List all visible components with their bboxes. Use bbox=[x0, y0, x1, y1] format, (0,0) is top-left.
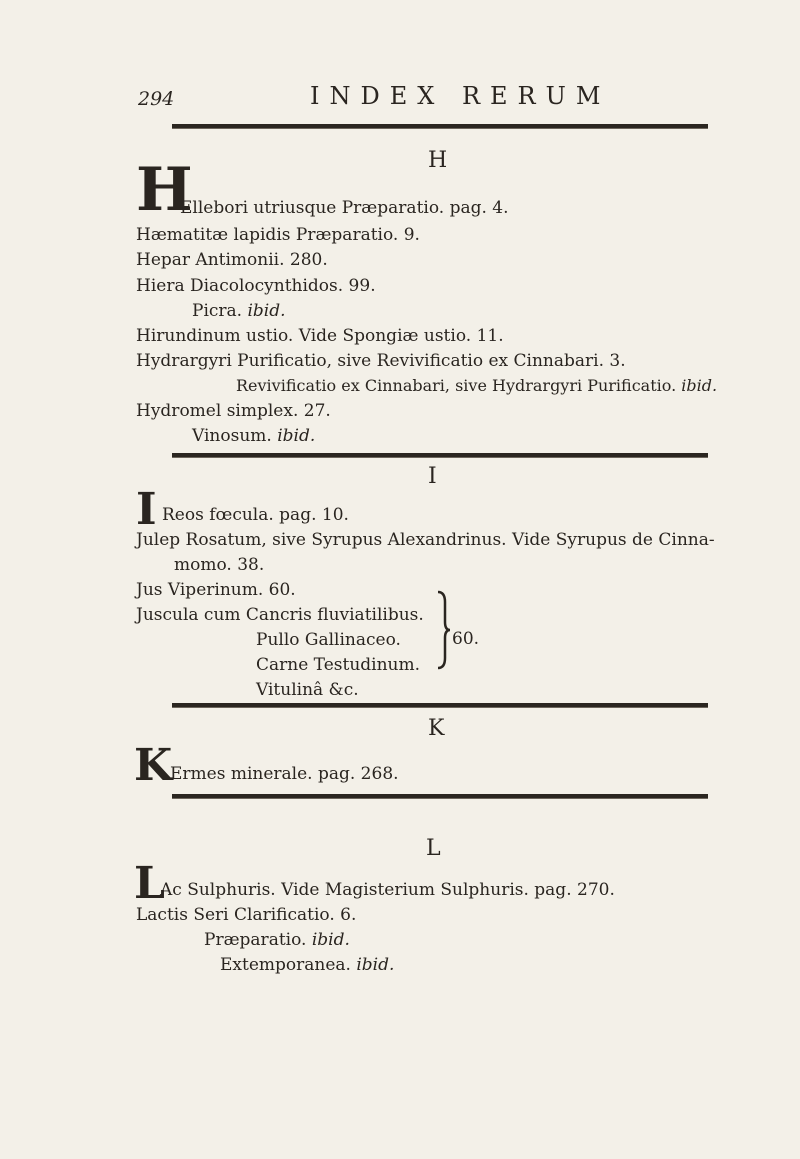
index-entry: Hydromel simplex. 27. bbox=[136, 401, 331, 421]
index-entry: Hepar Antimonii. 280. bbox=[136, 250, 328, 270]
index-entry: Ellebori utriusque Præparatio. pag. 4. bbox=[180, 198, 509, 218]
index-entry: Carne Testudinum. bbox=[256, 655, 421, 675]
section-letter-k: K bbox=[428, 716, 445, 741]
page-number: 294 bbox=[138, 88, 175, 110]
index-entry: Pullo Gallinaceo. bbox=[256, 630, 401, 650]
index-entry: Jus Viperinum. 60. bbox=[136, 580, 296, 600]
index-entry: Julep Rosatum, sive Syrupus Alexandrinus. Vide Syrupus de Cinna- bbox=[136, 530, 715, 550]
section-letter-h: H bbox=[428, 148, 448, 173]
index-entry: Vitulinâ &c. bbox=[256, 680, 359, 700]
index-entry: Hirundinum ustio. Vide Spongiæ ustio. 11. bbox=[136, 326, 504, 346]
section-rule bbox=[172, 453, 708, 458]
index-entry: Præparatio. ibid. bbox=[204, 930, 350, 950]
dropcap-h: H bbox=[136, 155, 193, 225]
section-rule bbox=[172, 703, 708, 708]
dropcap-l: L bbox=[134, 858, 165, 909]
index-entry: Hiera Diacolocynthidos. 99. bbox=[136, 276, 376, 296]
index-entry: Lactis Seri Clarificatio. 6. bbox=[136, 905, 357, 925]
index-entry: Ermes minerale. pag. 268. bbox=[170, 764, 399, 784]
section-rule bbox=[172, 124, 708, 129]
index-entry: momo. 38. bbox=[174, 555, 265, 575]
dropcap-i: I bbox=[136, 484, 157, 535]
dropcap-k: K bbox=[134, 740, 173, 791]
section-letter-l: L bbox=[426, 836, 441, 861]
section-rule bbox=[172, 794, 708, 799]
brace-page-ref: 60. bbox=[452, 629, 480, 649]
section-letter-i: I bbox=[428, 464, 437, 489]
index-entry: Juscula cum Cancris fluviatilibus. bbox=[136, 605, 424, 625]
index-entry: Extemporanea. ibid. bbox=[220, 955, 395, 975]
index-entry: Ac Sulphuris. Vide Magisterium Sulphuris. pag. 270. bbox=[160, 880, 615, 900]
index-entry: Picra. ibid. bbox=[192, 301, 286, 321]
index-entry: Reos fœcula. pag. 10. bbox=[162, 505, 349, 525]
curly-brace-icon bbox=[435, 590, 451, 670]
index-entry: Vinosum. ibid. bbox=[192, 426, 316, 446]
index-entry: Revivificatio ex Cinnabari, sive Hydrargyri Purificatio. ibid. bbox=[236, 376, 718, 395]
running-title: INDEX RERUM bbox=[310, 82, 611, 110]
index-entry: Hydrargyri Purificatio, sive Revivificatio ex Cinnabari. 3. bbox=[136, 351, 626, 371]
index-entry: Hæmatitæ lapidis Præparatio. 9. bbox=[136, 225, 420, 245]
